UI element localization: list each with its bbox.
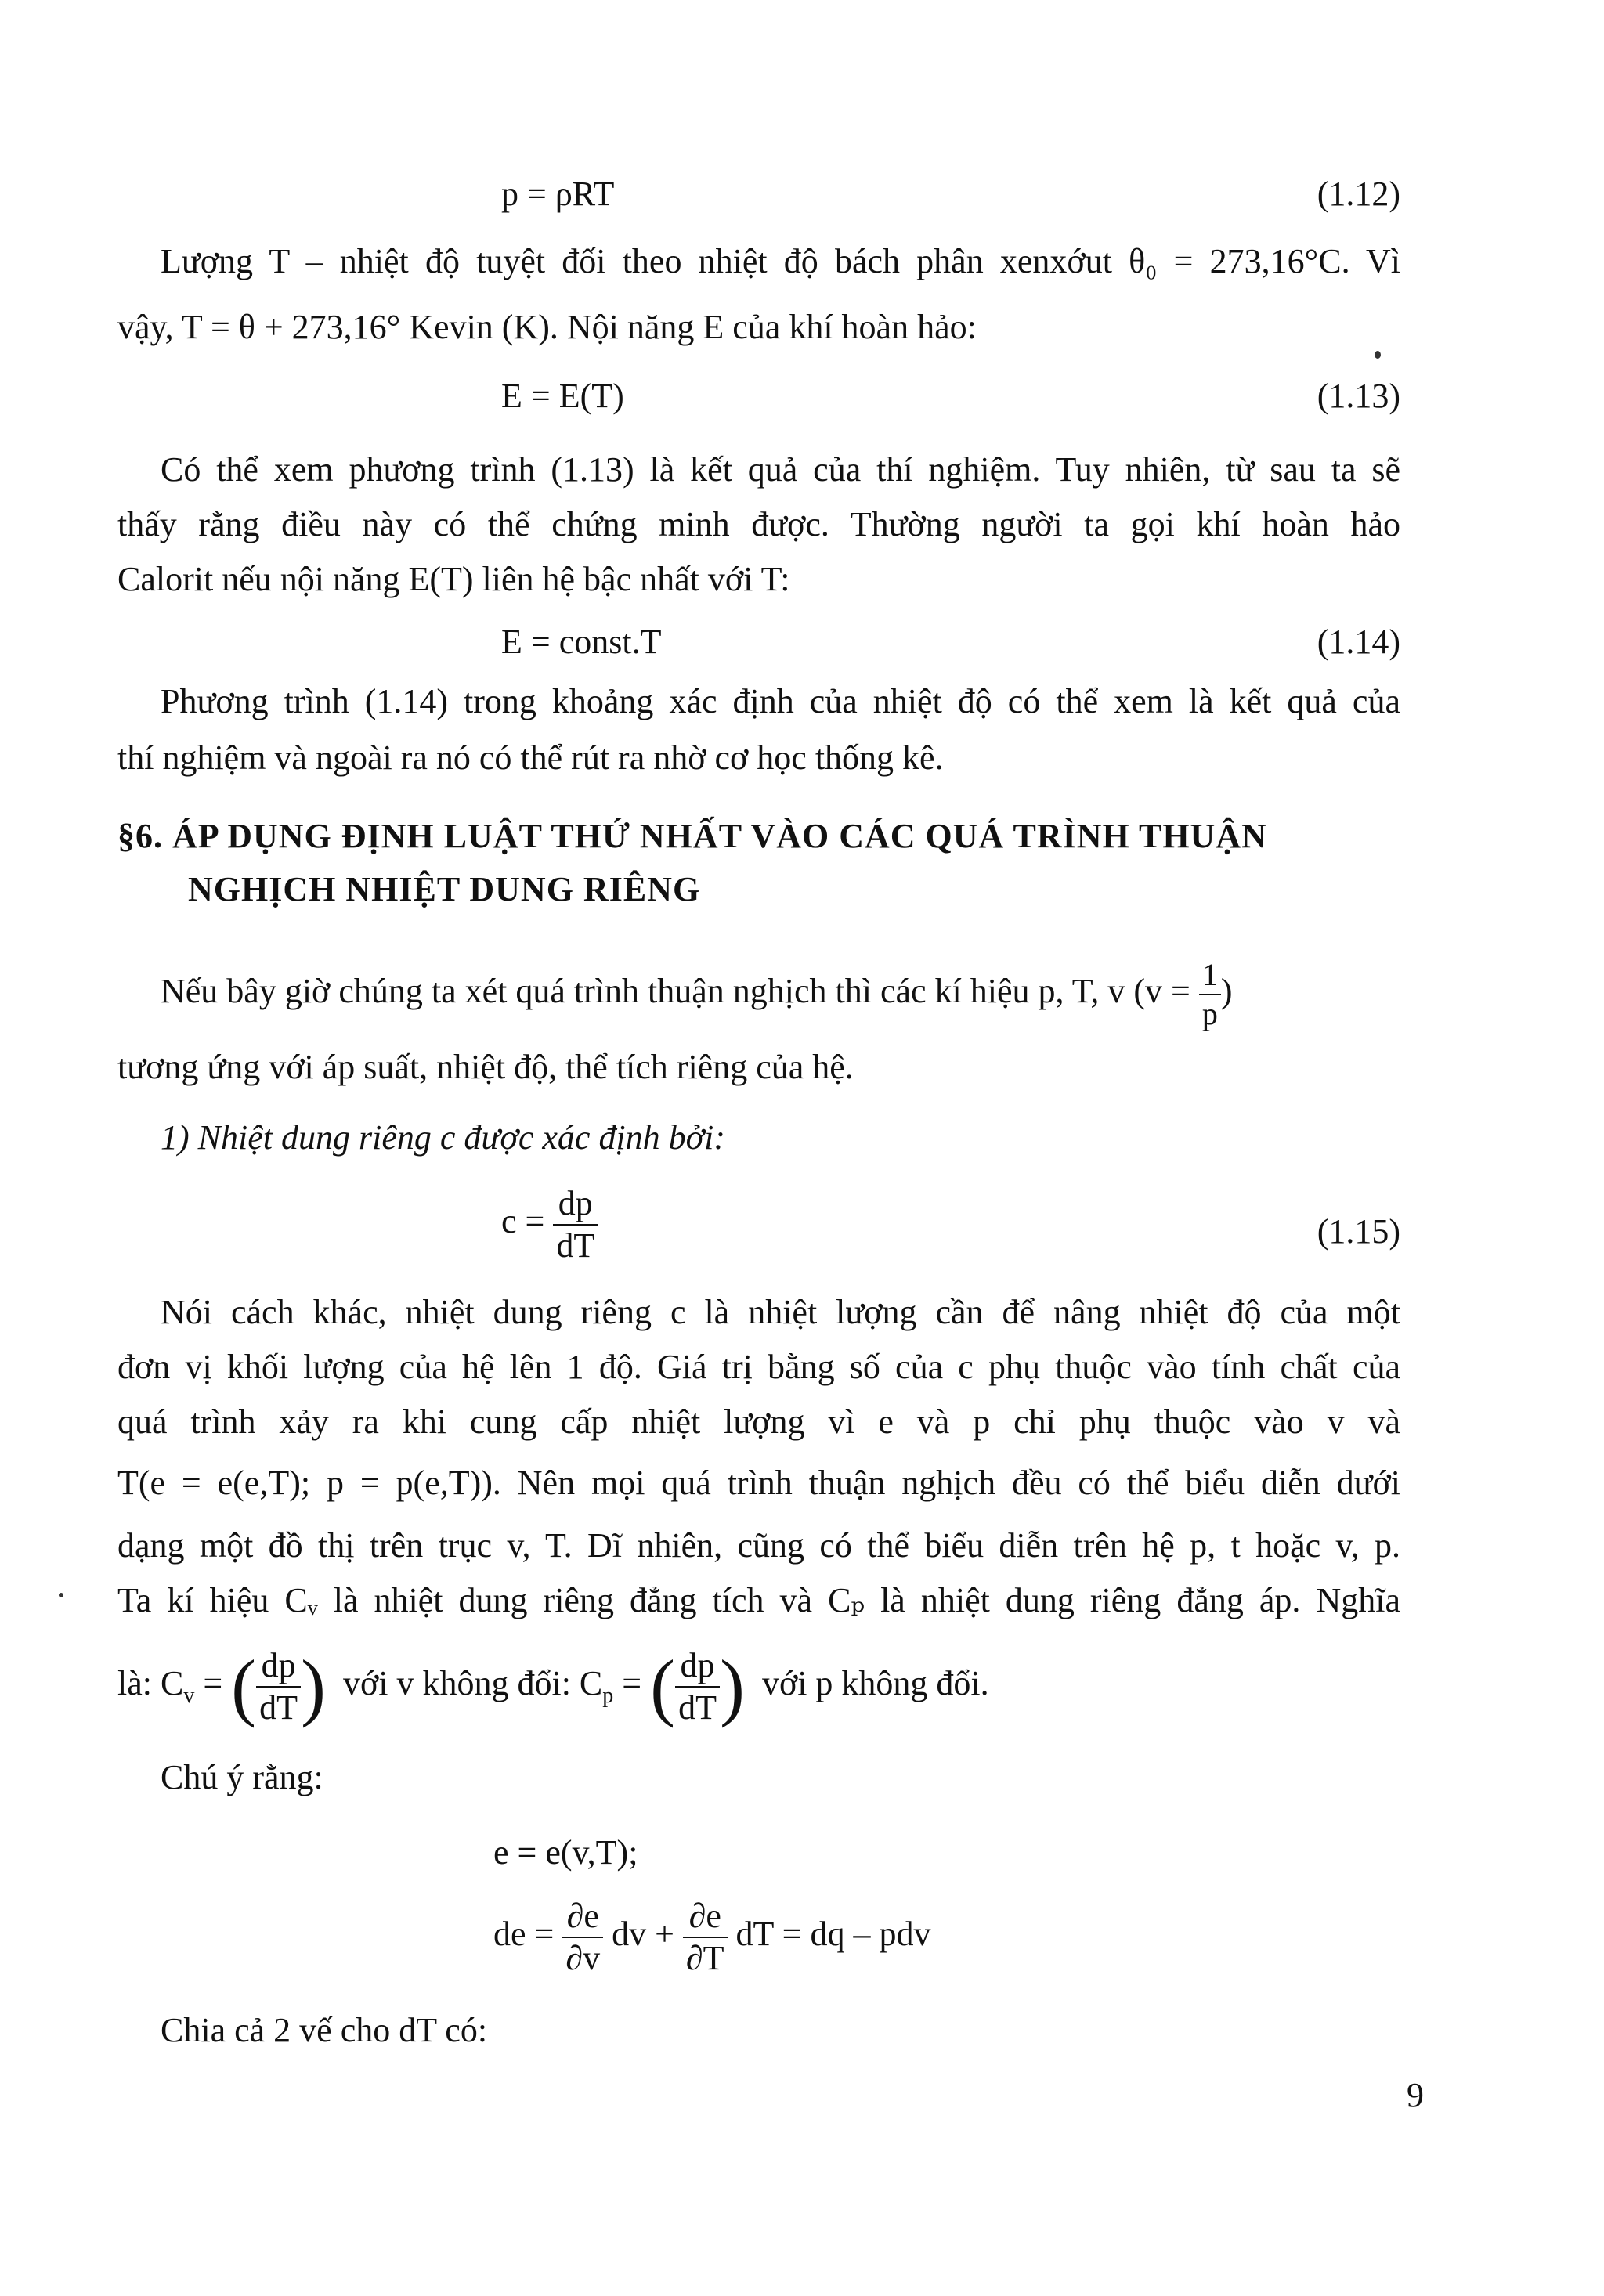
left-paren: ( <box>650 1644 676 1728</box>
paragraph-5-line-5: dạng một đồ thị trên trục v, T. Dĩ nhiên, cũng có thể biểu diễn trên hệ p, t hoặc v, p. <box>117 1526 1400 1565</box>
paragraph-6: Chú ý rằng: <box>161 1758 323 1796</box>
right-paren: ) <box>719 1644 745 1728</box>
equation-number-1-14: (1.14) <box>1317 623 1400 661</box>
paragraph-5-line-6: Ta kí hiệu Cᵥ là nhiệt dung riêng đẳng tích và Cₚ là nhiệt dung riêng đẳng áp. Nghĩa <box>117 1581 1400 1619</box>
eq115-numerator: dp <box>553 1186 598 1226</box>
partial-denominator-1: ∂v <box>565 1938 601 1977</box>
fraction-denominator: p <box>1201 996 1218 1031</box>
eq115-denominator: dT <box>556 1226 595 1265</box>
cv-denominator: dT <box>259 1688 298 1727</box>
section-heading-line-2: NGHỊCH NHIỆT DUNG RIÊNG <box>188 870 701 908</box>
fraction-one-over-p <box>1199 959 1221 1030</box>
page-number: 9 <box>1407 2076 1424 2114</box>
paragraph-5-line-7 <box>117 1637 989 1731</box>
equation-number-1-13: (1.13) <box>1317 377 1400 415</box>
cp-denominator: dT <box>678 1688 717 1727</box>
equation-1-15 <box>501 1186 598 1263</box>
cp-equals: = <box>613 1664 642 1702</box>
left-paren: ( <box>231 1644 257 1728</box>
scan-speck <box>1375 351 1381 359</box>
paragraph-5-line-4: T(e = e(e,T); p = p(e,T)). Nên mọi quá trình thuận nghịch đều có thể biểu diễn dưới <box>117 1464 1400 1502</box>
de-rhs: dT = dq – pdv <box>735 1915 931 1953</box>
paragraph-5-line-3: quá trình xảy ra khi cung cấp nhiệt lượng vì e và p chỉ phụ thuộc vào v và <box>117 1403 1400 1441</box>
partial-denominator-2: ∂T <box>685 1938 724 1977</box>
paragraph-4-text: Nếu bây giờ chúng ta xét quá trình thuận nghịch thì các kí hiệu p, T, v (v = <box>161 972 1190 1011</box>
fraction-numerator: 1 <box>1199 959 1221 995</box>
paragraph-3-line-1: Phương trình (1.14) trong khoảng xác định của nhiệt độ có thể xem là kết quả của <box>161 682 1400 720</box>
eq115-lhs: c = <box>501 1202 545 1241</box>
cv-subscript: v <box>183 1683 195 1708</box>
partial-e-partial-t <box>683 1896 728 1977</box>
paragraph-4-line-1 <box>161 959 1232 1030</box>
equation-number-1-15: (1.15) <box>1317 1212 1400 1251</box>
partial-numerator-2: ∂e <box>683 1899 728 1938</box>
eq115-fraction <box>553 1186 598 1263</box>
equation-1-13: E = E(T) <box>501 377 624 415</box>
paragraph-2-line-3: Calorit nếu nội năng E(T) liên hệ bậc nhất với T: <box>117 560 790 598</box>
paragraph-5-line-2: đơn vị khối lượng của hệ lên 1 độ. Giá trị bằng số của c phụ thuộc vào tính chất của <box>117 1348 1400 1386</box>
cp-note: với p không đổi. <box>761 1664 989 1702</box>
cv-fraction <box>256 1645 301 1727</box>
cv-equals: = <box>194 1664 223 1702</box>
cp-subscript: p <box>602 1683 614 1708</box>
paragraph-1-line-1: Lượng T – nhiệt độ tuyệt đối theo nhiệt độ bách phân xenxớut θ₀ = 273,16°C. Vì <box>161 242 1400 280</box>
paragraph-1-line-2: vậy, T = θ + 273,16° Kevin (K). Nội năng E của khí hoàn hảo: <box>117 308 977 346</box>
section-heading-line-1: §6. ÁP DỤNG ĐỊNH LUẬT THỨ NHẤT VÀO CÁC QUÁ TRÌNH THUẬN <box>117 817 1267 855</box>
partial-numerator-1: ∂e <box>562 1899 603 1938</box>
paragraph-4-line-2: tương ứng với áp suất, nhiệt độ, thể tích riêng của hệ. <box>117 1048 854 1086</box>
cp-label: với v không đổi: C <box>342 1664 603 1702</box>
subsection-1-title: 1) Nhiệt dung riêng c được xác định bởi: <box>161 1118 726 1157</box>
de-mid: dv + <box>612 1915 674 1953</box>
paragraph-2-line-2: thấy rằng điều này có thể chứng minh được. Thường người ta gọi khí hoàn hảo <box>117 505 1400 543</box>
paragraph-3-line-2: thí nghiệm và ngoài ra nó có thể rút ra nhờ cơ học thống kê. <box>117 738 944 777</box>
equation-number-1-12: (1.12) <box>1317 175 1400 213</box>
cv-numerator: dp <box>256 1648 301 1688</box>
paragraph-2-line-1: Có thể xem phương trình (1.13) là kết quả của thí nghiệm. Tuy nhiên, từ sau ta sẽ <box>161 450 1400 489</box>
paragraph-7: Chia cả 2 vế cho dT có: <box>161 2011 488 2049</box>
right-paren: ) <box>301 1644 326 1728</box>
paragraph-5-line-1: Nói cách khác, nhiệt dung riêng c là nhiệt lượng cần để nâng nhiệt độ của một <box>161 1293 1400 1331</box>
scan-speck <box>59 1593 63 1597</box>
equation-de <box>493 1887 930 1981</box>
partial-e-partial-v <box>562 1896 603 1977</box>
cp-numerator: dp <box>675 1648 720 1688</box>
de-lhs: de = <box>493 1915 555 1953</box>
equation-1-14: E = const.T <box>501 623 662 661</box>
equation-e-of-vt: e = e(v,T); <box>493 1833 638 1872</box>
closing-paren: ) <box>1220 972 1233 1011</box>
equation-1-12: p = ρRT <box>501 175 615 213</box>
cv-label: là: C <box>117 1664 184 1702</box>
cp-fraction <box>675 1645 720 1727</box>
